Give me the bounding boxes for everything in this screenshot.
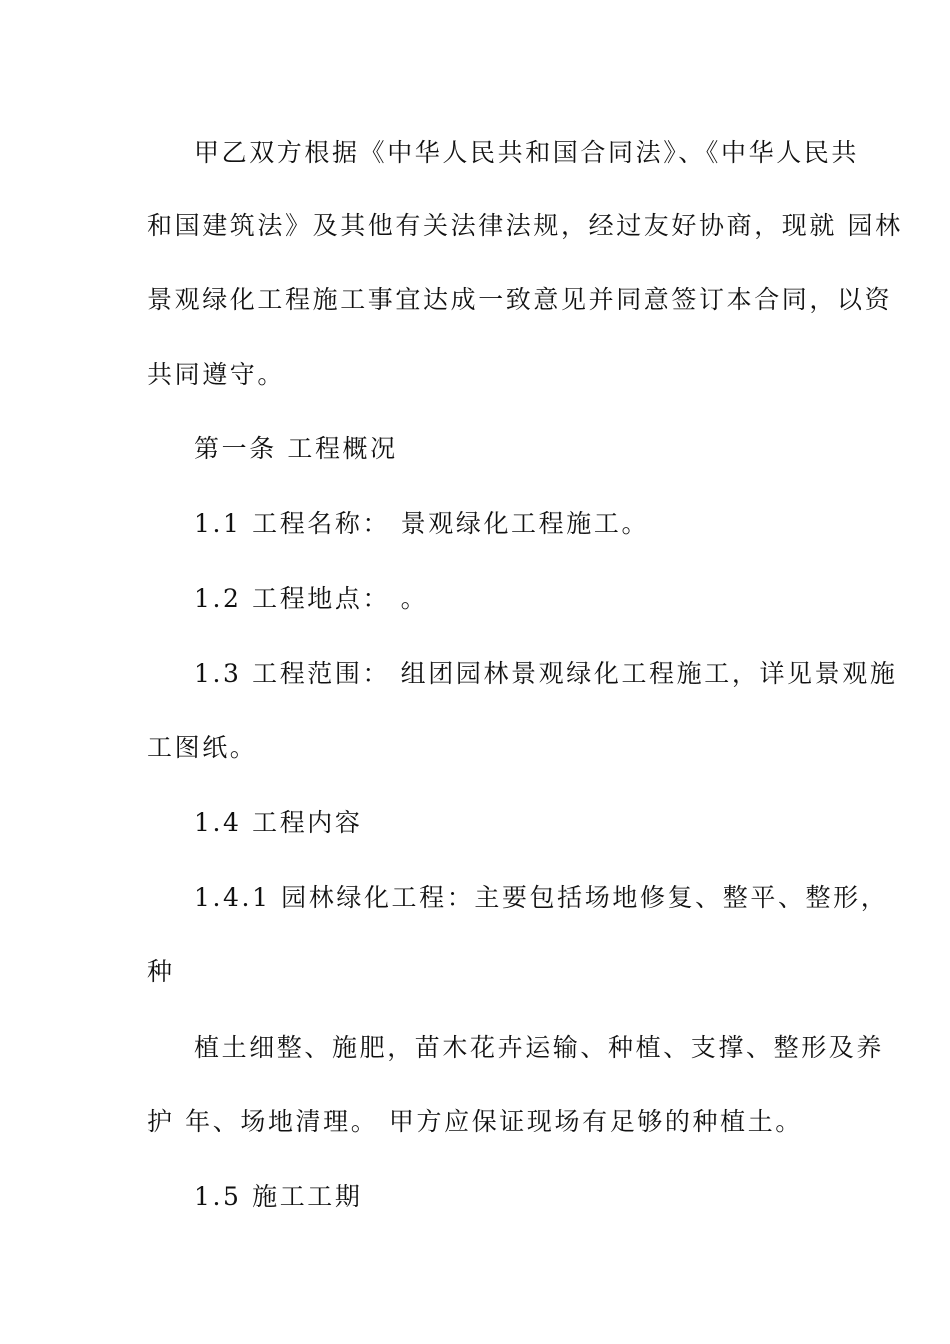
paragraph-intro-line-1: 甲乙双方根据《中华人民共和国合同法》、《中华人民共 bbox=[194, 138, 860, 167]
clause-1-4-heading: 1.4 工程内容 bbox=[194, 808, 363, 837]
article-1-heading: 第一条 工程概况 bbox=[194, 434, 398, 463]
paragraph-intro-line-4: 共同遵守。 bbox=[147, 360, 286, 389]
clause-1-3-line-1: 1.3 工程范围： 组团园林景观绿化工程施工，详见景观施 bbox=[194, 659, 898, 688]
clause-1-3-line-2: 工图纸。 bbox=[147, 733, 258, 762]
clause-1-4-1-line-3: 植土细整、施肥，苗木花卉运输、种植、支撑、整形及养 bbox=[194, 1033, 885, 1062]
clause-1-4-1-line-1: 1.4.1 园林绿化工程：主要包括场地修复、整平、整形， bbox=[194, 883, 889, 912]
clause-1-2: 1.2 工程地点： 。 bbox=[194, 584, 429, 613]
paragraph-intro-line-2: 和国建筑法》及其他有关法律法规，经过友好协商，现就 园林 bbox=[147, 211, 903, 240]
clause-1-5-heading: 1.5 施工工期 bbox=[194, 1182, 363, 1211]
clause-1-4-1-line-2: 种 bbox=[147, 957, 175, 986]
clause-1-4-1-line-4: 护 年、场地清理。 甲方应保证现场有足够的种植土。 bbox=[147, 1107, 803, 1136]
clause-1-1: 1.1 工程名称： 景观绿化工程施工。 bbox=[194, 509, 650, 538]
paragraph-intro-line-3: 景观绿化工程施工事宜达成一致意见并同意签订本合同，以资 bbox=[147, 285, 893, 314]
